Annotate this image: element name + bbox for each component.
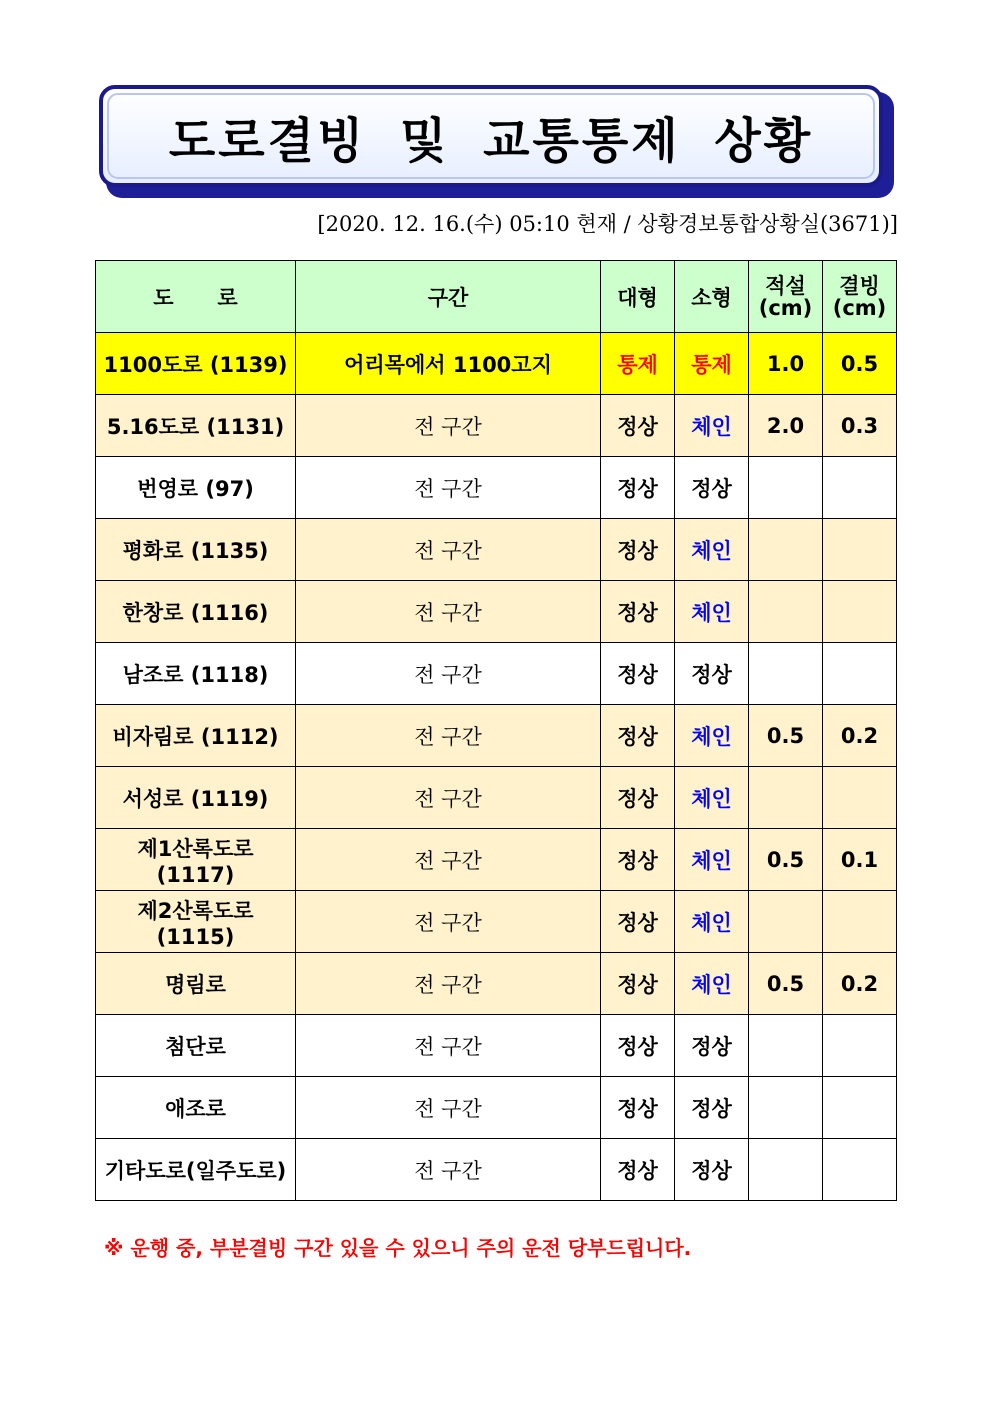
table-row — [96, 1015, 897, 1077]
cell-large: 정상 — [601, 643, 675, 705]
cell-section: 전 구간 — [296, 1139, 601, 1201]
cell-snow — [749, 643, 823, 705]
cell-small: 정상 — [675, 1015, 749, 1077]
cell-small: 체인 — [675, 581, 749, 643]
cell-snow — [749, 581, 823, 643]
cell-road: 평화로 (1135) — [96, 519, 296, 581]
cell-large: 정상 — [601, 953, 675, 1015]
cell-large: 정상 — [601, 1015, 675, 1077]
cell-road: 기타도로(일주도로) — [96, 1139, 296, 1201]
cell-small: 체인 — [675, 519, 749, 581]
table-row — [96, 333, 897, 395]
header-snow-label: 적설 — [765, 273, 806, 298]
cell-section: 어리목에서 1100고지 — [296, 333, 601, 395]
cell-section: 전 구간 — [296, 891, 601, 953]
header-ice-label: 결빙 — [839, 273, 880, 298]
cell-small: 정상 — [675, 643, 749, 705]
header-ice — [823, 261, 897, 333]
cell-section: 전 구간 — [296, 953, 601, 1015]
cell-snow — [749, 767, 823, 829]
header-road: 도 로 — [96, 261, 296, 333]
cell-ice — [823, 1015, 897, 1077]
cell-road: 명림로 — [96, 953, 296, 1015]
cell-ice: 0.5 — [823, 333, 897, 395]
report-timestamp: [2020. 12. 16.(수) 05:10 현재 / 상황경보통합상황실(3671)] — [317, 212, 898, 236]
cell-section: 전 구간 — [296, 395, 601, 457]
cell-snow: 0.5 — [749, 829, 823, 891]
table-row — [96, 457, 897, 519]
cell-ice — [823, 643, 897, 705]
cell-small: 체인 — [675, 705, 749, 767]
cell-large: 정상 — [601, 457, 675, 519]
cell-road: 제2산록도로 (1115) — [96, 891, 296, 953]
cell-section: 전 구간 — [296, 1077, 601, 1139]
cell-ice — [823, 767, 897, 829]
cell-section: 전 구간 — [296, 457, 601, 519]
cell-large: 정상 — [601, 519, 675, 581]
cell-small: 체인 — [675, 953, 749, 1015]
cell-road: 첨단로 — [96, 1015, 296, 1077]
cell-section: 전 구간 — [296, 767, 601, 829]
cell-section: 전 구간 — [296, 829, 601, 891]
cell-small: 체인 — [675, 891, 749, 953]
cell-small: 통제 — [675, 333, 749, 395]
table-row — [96, 643, 897, 705]
cell-snow — [749, 1015, 823, 1077]
table-row — [96, 395, 897, 457]
table-row — [96, 1077, 897, 1139]
table-row — [96, 519, 897, 581]
cell-small: 체인 — [675, 767, 749, 829]
caution-note: ※ 운행 중, 부분결빙 구간 있을 수 있으니 주의 운전 당부드립니다. — [104, 1236, 692, 1260]
cell-large: 정상 — [601, 1139, 675, 1201]
cell-large: 정상 — [601, 395, 675, 457]
cell-large: 정상 — [601, 767, 675, 829]
cell-large: 정상 — [601, 829, 675, 891]
cell-small: 정상 — [675, 457, 749, 519]
cell-snow — [749, 1077, 823, 1139]
table-row — [96, 829, 897, 891]
cell-snow: 0.5 — [749, 705, 823, 767]
cell-ice — [823, 581, 897, 643]
cell-ice — [823, 1077, 897, 1139]
cell-small: 정상 — [675, 1139, 749, 1201]
cell-road: 1100도로 (1139) — [96, 333, 296, 395]
cell-road: 서성로 (1119) — [96, 767, 296, 829]
table-row — [96, 705, 897, 767]
table-row — [96, 953, 897, 1015]
cell-ice: 0.1 — [823, 829, 897, 891]
cell-snow: 2.0 — [749, 395, 823, 457]
cell-road: 5.16도로 (1131) — [96, 395, 296, 457]
cell-snow — [749, 891, 823, 953]
cell-section: 전 구간 — [296, 643, 601, 705]
cell-road: 남조로 (1118) — [96, 643, 296, 705]
cell-ice: 0.3 — [823, 395, 897, 457]
cell-ice: 0.2 — [823, 705, 897, 767]
cell-snow — [749, 519, 823, 581]
table-row — [96, 891, 897, 953]
road-status-table — [95, 260, 897, 1201]
table-row — [96, 581, 897, 643]
table-row — [96, 767, 897, 829]
cell-road: 번영로 (97) — [96, 457, 296, 519]
cell-section: 전 구간 — [296, 1015, 601, 1077]
header-section: 구간 — [296, 261, 601, 333]
cell-snow: 1.0 — [749, 333, 823, 395]
cell-ice — [823, 1139, 897, 1201]
header-large: 대형 — [601, 261, 675, 333]
cell-large: 통제 — [601, 333, 675, 395]
cell-road: 애조로 — [96, 1077, 296, 1139]
cell-large: 정상 — [601, 581, 675, 643]
cell-road: 비자림로 (1112) — [96, 705, 296, 767]
cell-road: 제1산록도로 (1117) — [96, 829, 296, 891]
title-box — [99, 85, 883, 187]
header-small: 소형 — [675, 261, 749, 333]
cell-large: 정상 — [601, 705, 675, 767]
cell-small: 정상 — [675, 1077, 749, 1139]
cell-snow — [749, 457, 823, 519]
page-title: 도로결빙 및 교통통제 상황 — [168, 112, 814, 169]
cell-small: 체인 — [675, 395, 749, 457]
cell-section: 전 구간 — [296, 581, 601, 643]
table-header-row — [96, 261, 897, 333]
cell-ice — [823, 891, 897, 953]
cell-section: 전 구간 — [296, 519, 601, 581]
cell-snow: 0.5 — [749, 953, 823, 1015]
cell-ice — [823, 519, 897, 581]
cell-road: 한창로 (1116) — [96, 581, 296, 643]
cell-large: 정상 — [601, 891, 675, 953]
cell-small: 체인 — [675, 829, 749, 891]
cell-ice — [823, 457, 897, 519]
cell-large: 정상 — [601, 1077, 675, 1139]
cell-ice: 0.2 — [823, 953, 897, 1015]
table-row — [96, 1139, 897, 1201]
header-snow — [749, 261, 823, 333]
cell-section: 전 구간 — [296, 705, 601, 767]
header-snow-unit: (cm) — [758, 295, 813, 320]
header-ice-unit: (cm) — [832, 295, 887, 320]
cell-snow — [749, 1139, 823, 1201]
